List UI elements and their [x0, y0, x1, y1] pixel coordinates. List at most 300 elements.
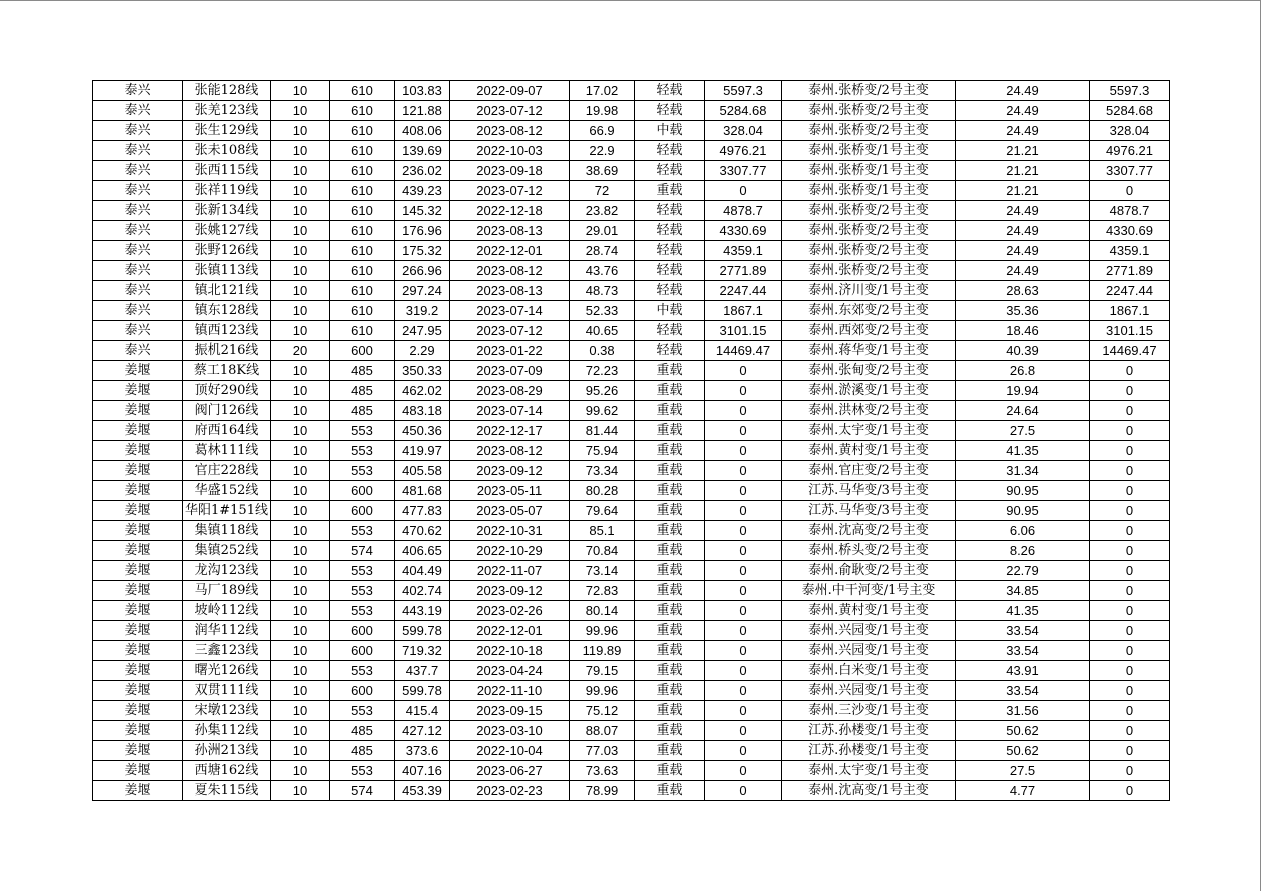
- date-cell: 2023-03-10: [450, 721, 570, 741]
- transformer-cell: 泰州.张桥变/1号主变: [782, 181, 956, 201]
- available-capacity-cell: 0: [1090, 501, 1170, 521]
- capacity-cell: 485: [330, 381, 395, 401]
- voltage-cell: 10: [271, 621, 330, 641]
- district-cell: 泰兴: [93, 341, 183, 361]
- load-status-cell: 重载: [635, 421, 705, 441]
- load-status-cell: 重载: [635, 601, 705, 621]
- voltage-cell: 10: [271, 441, 330, 461]
- transformer-rate-cell: 18.46: [956, 321, 1090, 341]
- available-capacity-cell: 0: [1090, 661, 1170, 681]
- date-cell: 2022-12-17: [450, 421, 570, 441]
- margin-cell: 0: [705, 641, 782, 661]
- transformer-cell: 泰州.太宇变/1号主变: [782, 761, 956, 781]
- table-row: [93, 161, 1170, 181]
- transformer-rate-cell: 41.35: [956, 601, 1090, 621]
- transformer-cell: 江苏.孙楼变/1号主变: [782, 741, 956, 761]
- capacity-cell: 600: [330, 501, 395, 521]
- load-status-cell: 重载: [635, 381, 705, 401]
- transformer-cell: 江苏.马华变/3号主变: [782, 481, 956, 501]
- load-status-cell: 中载: [635, 301, 705, 321]
- transformer-rate-cell: 33.54: [956, 641, 1090, 661]
- date-cell: 2022-12-01: [450, 621, 570, 641]
- margin-cell: 0: [705, 541, 782, 561]
- date-cell: 2022-11-10: [450, 681, 570, 701]
- district-cell: 姜堰: [93, 601, 183, 621]
- line-name-cell: 张新134线: [183, 201, 271, 221]
- available-capacity-cell: 4878.7: [1090, 201, 1170, 221]
- load-rate-cell: 119.89: [570, 641, 635, 661]
- transformer-rate-cell: 35.36: [956, 301, 1090, 321]
- margin-cell: 0: [705, 661, 782, 681]
- load-cell: 297.24: [395, 281, 450, 301]
- load-rate-cell: 75.94: [570, 441, 635, 461]
- date-cell: 2023-05-11: [450, 481, 570, 501]
- load-cell: 719.32: [395, 641, 450, 661]
- load-rate-cell: 40.65: [570, 321, 635, 341]
- transformer-rate-cell: 41.35: [956, 441, 1090, 461]
- transformer-rate-cell: 26.8: [956, 361, 1090, 381]
- line-name-cell: 曙光126线: [183, 661, 271, 681]
- voltage-cell: 10: [271, 701, 330, 721]
- table-row: [93, 141, 1170, 161]
- line-name-cell: 张镇113线: [183, 261, 271, 281]
- district-cell: 泰兴: [93, 81, 183, 101]
- date-cell: 2023-09-15: [450, 701, 570, 721]
- available-capacity-cell: 328.04: [1090, 121, 1170, 141]
- load-rate-cell: 23.82: [570, 201, 635, 221]
- load-cell: 404.49: [395, 561, 450, 581]
- transformer-rate-cell: 40.39: [956, 341, 1090, 361]
- transformer-rate-cell: 24.64: [956, 401, 1090, 421]
- margin-cell: 2247.44: [705, 281, 782, 301]
- load-rate-cell: 22.9: [570, 141, 635, 161]
- load-cell: 2.29: [395, 341, 450, 361]
- district-cell: 泰兴: [93, 261, 183, 281]
- date-cell: 2023-07-12: [450, 101, 570, 121]
- load-cell: 450.36: [395, 421, 450, 441]
- load-status-cell: 重载: [635, 501, 705, 521]
- table-row: [93, 281, 1170, 301]
- table-row: [93, 301, 1170, 321]
- load-rate-cell: 72.83: [570, 581, 635, 601]
- capacity-cell: 610: [330, 161, 395, 181]
- transformer-rate-cell: 33.54: [956, 681, 1090, 701]
- line-name-cell: 孙集112线: [183, 721, 271, 741]
- district-cell: 姜堰: [93, 781, 183, 801]
- margin-cell: 0: [705, 741, 782, 761]
- capacity-cell: 553: [330, 421, 395, 441]
- available-capacity-cell: 0: [1090, 181, 1170, 201]
- load-status-cell: 重载: [635, 661, 705, 681]
- capacity-cell: 553: [330, 461, 395, 481]
- load-cell: 462.02: [395, 381, 450, 401]
- line-name-cell: 润华112线: [183, 621, 271, 641]
- voltage-cell: 10: [271, 381, 330, 401]
- transformer-rate-cell: 90.95: [956, 481, 1090, 501]
- load-cell: 121.88: [395, 101, 450, 121]
- transformer-cell: 泰州.张桥变/2号主变: [782, 81, 956, 101]
- load-status-cell: 轻载: [635, 161, 705, 181]
- capacity-cell: 600: [330, 481, 395, 501]
- transformer-rate-cell: 21.21: [956, 141, 1090, 161]
- load-status-cell: 重载: [635, 681, 705, 701]
- load-status-cell: 重载: [635, 461, 705, 481]
- date-cell: 2023-09-12: [450, 581, 570, 601]
- voltage-cell: 10: [271, 521, 330, 541]
- margin-cell: 0: [705, 461, 782, 481]
- capacity-cell: 610: [330, 281, 395, 301]
- available-capacity-cell: 0: [1090, 781, 1170, 801]
- transformer-rate-cell: 19.94: [956, 381, 1090, 401]
- district-cell: 姜堰: [93, 421, 183, 441]
- transformer-cell: 泰州.西郊变/2号主变: [782, 321, 956, 341]
- district-cell: 泰兴: [93, 141, 183, 161]
- voltage-cell: 10: [271, 401, 330, 421]
- table-row: [93, 741, 1170, 761]
- transformer-rate-cell: 24.49: [956, 81, 1090, 101]
- line-name-cell: 镇西123线: [183, 321, 271, 341]
- load-cell: 443.19: [395, 601, 450, 621]
- load-rate-cell: 78.99: [570, 781, 635, 801]
- available-capacity-cell: 0: [1090, 421, 1170, 441]
- transformer-rate-cell: 8.26: [956, 541, 1090, 561]
- line-name-cell: 张生129线: [183, 121, 271, 141]
- table-row: [93, 781, 1170, 801]
- margin-cell: 4878.7: [705, 201, 782, 221]
- load-status-cell: 轻载: [635, 81, 705, 101]
- available-capacity-cell: 0: [1090, 441, 1170, 461]
- transformer-rate-cell: 50.62: [956, 741, 1090, 761]
- voltage-cell: 10: [271, 461, 330, 481]
- transformer-cell: 泰州.沈高变/1号主变: [782, 781, 956, 801]
- load-status-cell: 重载: [635, 561, 705, 581]
- table-row: [93, 401, 1170, 421]
- load-status-cell: 轻载: [635, 101, 705, 121]
- load-cell: 599.78: [395, 621, 450, 641]
- load-cell: 350.33: [395, 361, 450, 381]
- district-cell: 泰兴: [93, 221, 183, 241]
- transformer-rate-cell: 33.54: [956, 621, 1090, 641]
- line-name-cell: 集镇252线: [183, 541, 271, 561]
- capacity-cell: 610: [330, 101, 395, 121]
- date-cell: 2022-09-07: [450, 81, 570, 101]
- capacity-cell: 610: [330, 201, 395, 221]
- load-cell: 477.83: [395, 501, 450, 521]
- voltage-cell: 10: [271, 281, 330, 301]
- table-row: [93, 121, 1170, 141]
- load-rate-cell: 38.69: [570, 161, 635, 181]
- load-cell: 145.32: [395, 201, 450, 221]
- table-row: [93, 601, 1170, 621]
- load-cell: 439.23: [395, 181, 450, 201]
- district-cell: 姜堰: [93, 441, 183, 461]
- margin-cell: 3307.77: [705, 161, 782, 181]
- table-row: [93, 361, 1170, 381]
- available-capacity-cell: 0: [1090, 361, 1170, 381]
- transformer-cell: 泰州.张桥变/1号主变: [782, 161, 956, 181]
- load-rate-cell: 80.28: [570, 481, 635, 501]
- margin-cell: 0: [705, 621, 782, 641]
- load-rate-cell: 72.23: [570, 361, 635, 381]
- transformer-cell: 泰州.俞耿变/2号主变: [782, 561, 956, 581]
- capacity-cell: 553: [330, 521, 395, 541]
- district-cell: 姜堰: [93, 561, 183, 581]
- available-capacity-cell: 0: [1090, 521, 1170, 541]
- district-cell: 姜堰: [93, 481, 183, 501]
- available-capacity-cell: 2771.89: [1090, 261, 1170, 281]
- district-cell: 泰兴: [93, 301, 183, 321]
- load-rate-cell: 73.14: [570, 561, 635, 581]
- load-status-cell: 重载: [635, 441, 705, 461]
- transformer-rate-cell: 90.95: [956, 501, 1090, 521]
- district-cell: 姜堰: [93, 381, 183, 401]
- load-rate-cell: 43.76: [570, 261, 635, 281]
- capacity-cell: 610: [330, 221, 395, 241]
- district-cell: 姜堰: [93, 401, 183, 421]
- load-rate-cell: 79.15: [570, 661, 635, 681]
- load-cell: 419.97: [395, 441, 450, 461]
- available-capacity-cell: 0: [1090, 381, 1170, 401]
- load-cell: 266.96: [395, 261, 450, 281]
- transformer-rate-cell: 31.34: [956, 461, 1090, 481]
- margin-cell: 0: [705, 181, 782, 201]
- transformer-cell: 泰州.三沙变/1号主变: [782, 701, 956, 721]
- voltage-cell: 10: [271, 301, 330, 321]
- load-cell: 407.16: [395, 761, 450, 781]
- margin-cell: 0: [705, 401, 782, 421]
- margin-cell: 0: [705, 601, 782, 621]
- table-row: [93, 681, 1170, 701]
- margin-cell: 0: [705, 501, 782, 521]
- table-row: [93, 181, 1170, 201]
- load-cell: 175.32: [395, 241, 450, 261]
- date-cell: 2023-02-26: [450, 601, 570, 621]
- transformer-rate-cell: 24.49: [956, 261, 1090, 281]
- district-cell: 姜堰: [93, 761, 183, 781]
- table-row: [93, 661, 1170, 681]
- margin-cell: 0: [705, 781, 782, 801]
- load-rate-cell: 99.96: [570, 681, 635, 701]
- capacity-cell: 553: [330, 581, 395, 601]
- district-cell: 姜堰: [93, 541, 183, 561]
- load-rate-cell: 73.34: [570, 461, 635, 481]
- capacity-cell: 574: [330, 781, 395, 801]
- load-status-cell: 轻载: [635, 221, 705, 241]
- capacity-cell: 485: [330, 741, 395, 761]
- load-rate-cell: 99.96: [570, 621, 635, 641]
- margin-cell: 0: [705, 521, 782, 541]
- date-cell: 2022-12-18: [450, 201, 570, 221]
- district-cell: 姜堰: [93, 661, 183, 681]
- voltage-cell: 10: [271, 741, 330, 761]
- date-cell: 2023-07-14: [450, 301, 570, 321]
- margin-cell: 4976.21: [705, 141, 782, 161]
- available-capacity-cell: 3307.77: [1090, 161, 1170, 181]
- margin-cell: 328.04: [705, 121, 782, 141]
- district-cell: 泰兴: [93, 321, 183, 341]
- load-cell: 319.2: [395, 301, 450, 321]
- load-rate-cell: 73.63: [570, 761, 635, 781]
- date-cell: 2022-10-31: [450, 521, 570, 541]
- transformer-cell: 泰州.桥头变/2号主变: [782, 541, 956, 561]
- margin-cell: 0: [705, 721, 782, 741]
- transformer-cell: 泰州.张桥变/2号主变: [782, 201, 956, 221]
- load-status-cell: 重载: [635, 401, 705, 421]
- load-status-cell: 重载: [635, 741, 705, 761]
- voltage-cell: 10: [271, 601, 330, 621]
- margin-cell: 0: [705, 381, 782, 401]
- table-row: [93, 641, 1170, 661]
- capacity-cell: 600: [330, 681, 395, 701]
- load-status-cell: 轻载: [635, 261, 705, 281]
- load-status-cell: 轻载: [635, 341, 705, 361]
- load-rate-cell: 80.14: [570, 601, 635, 621]
- voltage-cell: 10: [271, 101, 330, 121]
- capacity-cell: 610: [330, 321, 395, 341]
- load-status-cell: 重载: [635, 701, 705, 721]
- available-capacity-cell: 4330.69: [1090, 221, 1170, 241]
- load-status-cell: 重载: [635, 721, 705, 741]
- table-row: [93, 721, 1170, 741]
- voltage-cell: 10: [271, 681, 330, 701]
- transformer-rate-cell: 22.79: [956, 561, 1090, 581]
- transformer-cell: 泰州.太宇变/1号主变: [782, 421, 956, 441]
- available-capacity-cell: 0: [1090, 741, 1170, 761]
- line-name-cell: 阀门126线: [183, 401, 271, 421]
- transformer-cell: 泰州.黄村变/1号主变: [782, 441, 956, 461]
- capacity-cell: 610: [330, 121, 395, 141]
- date-cell: 2022-11-07: [450, 561, 570, 581]
- voltage-cell: 10: [271, 561, 330, 581]
- line-name-cell: 顶好290线: [183, 381, 271, 401]
- load-cell: 437.7: [395, 661, 450, 681]
- line-name-cell: 双贯111线: [183, 681, 271, 701]
- load-rate-cell: 75.12: [570, 701, 635, 721]
- transformer-rate-cell: 24.49: [956, 101, 1090, 121]
- transformer-rate-cell: 27.5: [956, 761, 1090, 781]
- load-cell: 453.39: [395, 781, 450, 801]
- capacity-cell: 600: [330, 341, 395, 361]
- date-cell: 2023-07-14: [450, 401, 570, 421]
- load-rate-cell: 28.74: [570, 241, 635, 261]
- transformer-rate-cell: 24.49: [956, 241, 1090, 261]
- transformer-cell: 泰州.张甸变/2号主变: [782, 361, 956, 381]
- transformer-cell: 泰州.官庄变/2号主变: [782, 461, 956, 481]
- load-rate-cell: 88.07: [570, 721, 635, 741]
- table-row: [93, 421, 1170, 441]
- load-cell: 402.74: [395, 581, 450, 601]
- voltage-cell: 10: [271, 81, 330, 101]
- line-name-cell: 张西115线: [183, 161, 271, 181]
- margin-cell: 2771.89: [705, 261, 782, 281]
- feeder-load-table: [92, 80, 1170, 801]
- available-capacity-cell: 0: [1090, 761, 1170, 781]
- transformer-cell: 泰州.兴园变/1号主变: [782, 621, 956, 641]
- load-rate-cell: 81.44: [570, 421, 635, 441]
- voltage-cell: 10: [271, 321, 330, 341]
- line-name-cell: 西塘162线: [183, 761, 271, 781]
- line-name-cell: 坡岭112线: [183, 601, 271, 621]
- transformer-rate-cell: 6.06: [956, 521, 1090, 541]
- voltage-cell: 10: [271, 541, 330, 561]
- date-cell: 2023-05-07: [450, 501, 570, 521]
- transformer-cell: 泰州.张桥变/2号主变: [782, 241, 956, 261]
- available-capacity-cell: 0: [1090, 601, 1170, 621]
- margin-cell: 14469.47: [705, 341, 782, 361]
- voltage-cell: 10: [271, 781, 330, 801]
- available-capacity-cell: 4359.1: [1090, 241, 1170, 261]
- transformer-rate-cell: 24.49: [956, 201, 1090, 221]
- district-cell: 泰兴: [93, 201, 183, 221]
- date-cell: 2023-08-29: [450, 381, 570, 401]
- line-name-cell: 华盛152线: [183, 481, 271, 501]
- transformer-rate-cell: 43.91: [956, 661, 1090, 681]
- transformer-cell: 泰州.蒋华变/1号主变: [782, 341, 956, 361]
- table-row: [93, 521, 1170, 541]
- load-rate-cell: 95.26: [570, 381, 635, 401]
- capacity-cell: 610: [330, 141, 395, 161]
- district-cell: 泰兴: [93, 121, 183, 141]
- available-capacity-cell: 0: [1090, 701, 1170, 721]
- load-cell: 415.4: [395, 701, 450, 721]
- load-cell: 405.58: [395, 461, 450, 481]
- date-cell: 2023-09-18: [450, 161, 570, 181]
- capacity-cell: 553: [330, 561, 395, 581]
- transformer-cell: 泰州.张桥变/2号主变: [782, 261, 956, 281]
- table-row: [93, 561, 1170, 581]
- line-name-cell: 张姚127线: [183, 221, 271, 241]
- transformer-cell: 泰州.中干河变/1号主变: [782, 581, 956, 601]
- load-status-cell: 重载: [635, 181, 705, 201]
- capacity-cell: 610: [330, 261, 395, 281]
- load-cell: 236.02: [395, 161, 450, 181]
- date-cell: 2023-07-12: [450, 321, 570, 341]
- table-row: [93, 621, 1170, 641]
- line-name-cell: 张未108线: [183, 141, 271, 161]
- load-cell: 247.95: [395, 321, 450, 341]
- transformer-cell: 泰州.淤溪变/1号主变: [782, 381, 956, 401]
- table-row: [93, 101, 1170, 121]
- table-row: [93, 261, 1170, 281]
- transformer-rate-cell: 4.77: [956, 781, 1090, 801]
- table-row: [93, 341, 1170, 361]
- date-cell: 2023-08-12: [450, 441, 570, 461]
- load-status-cell: 轻载: [635, 141, 705, 161]
- load-rate-cell: 70.84: [570, 541, 635, 561]
- load-status-cell: 重载: [635, 781, 705, 801]
- capacity-cell: 574: [330, 541, 395, 561]
- transformer-cell: 泰州.兴园变/1号主变: [782, 681, 956, 701]
- available-capacity-cell: 1867.1: [1090, 301, 1170, 321]
- margin-cell: 0: [705, 681, 782, 701]
- load-cell: 483.18: [395, 401, 450, 421]
- capacity-cell: 610: [330, 181, 395, 201]
- load-status-cell: 重载: [635, 481, 705, 501]
- load-status-cell: 中载: [635, 121, 705, 141]
- capacity-cell: 553: [330, 761, 395, 781]
- available-capacity-cell: 0: [1090, 721, 1170, 741]
- voltage-cell: 10: [271, 501, 330, 521]
- line-name-cell: 振机216线: [183, 341, 271, 361]
- table-row: [93, 321, 1170, 341]
- line-name-cell: 三鑫123线: [183, 641, 271, 661]
- voltage-cell: 20: [271, 341, 330, 361]
- transformer-cell: 泰州.张桥变/2号主变: [782, 101, 956, 121]
- transformer-rate-cell: 31.56: [956, 701, 1090, 721]
- line-name-cell: 官庄228线: [183, 461, 271, 481]
- district-cell: 姜堰: [93, 621, 183, 641]
- transformer-cell: 泰州.张桥变/2号主变: [782, 121, 956, 141]
